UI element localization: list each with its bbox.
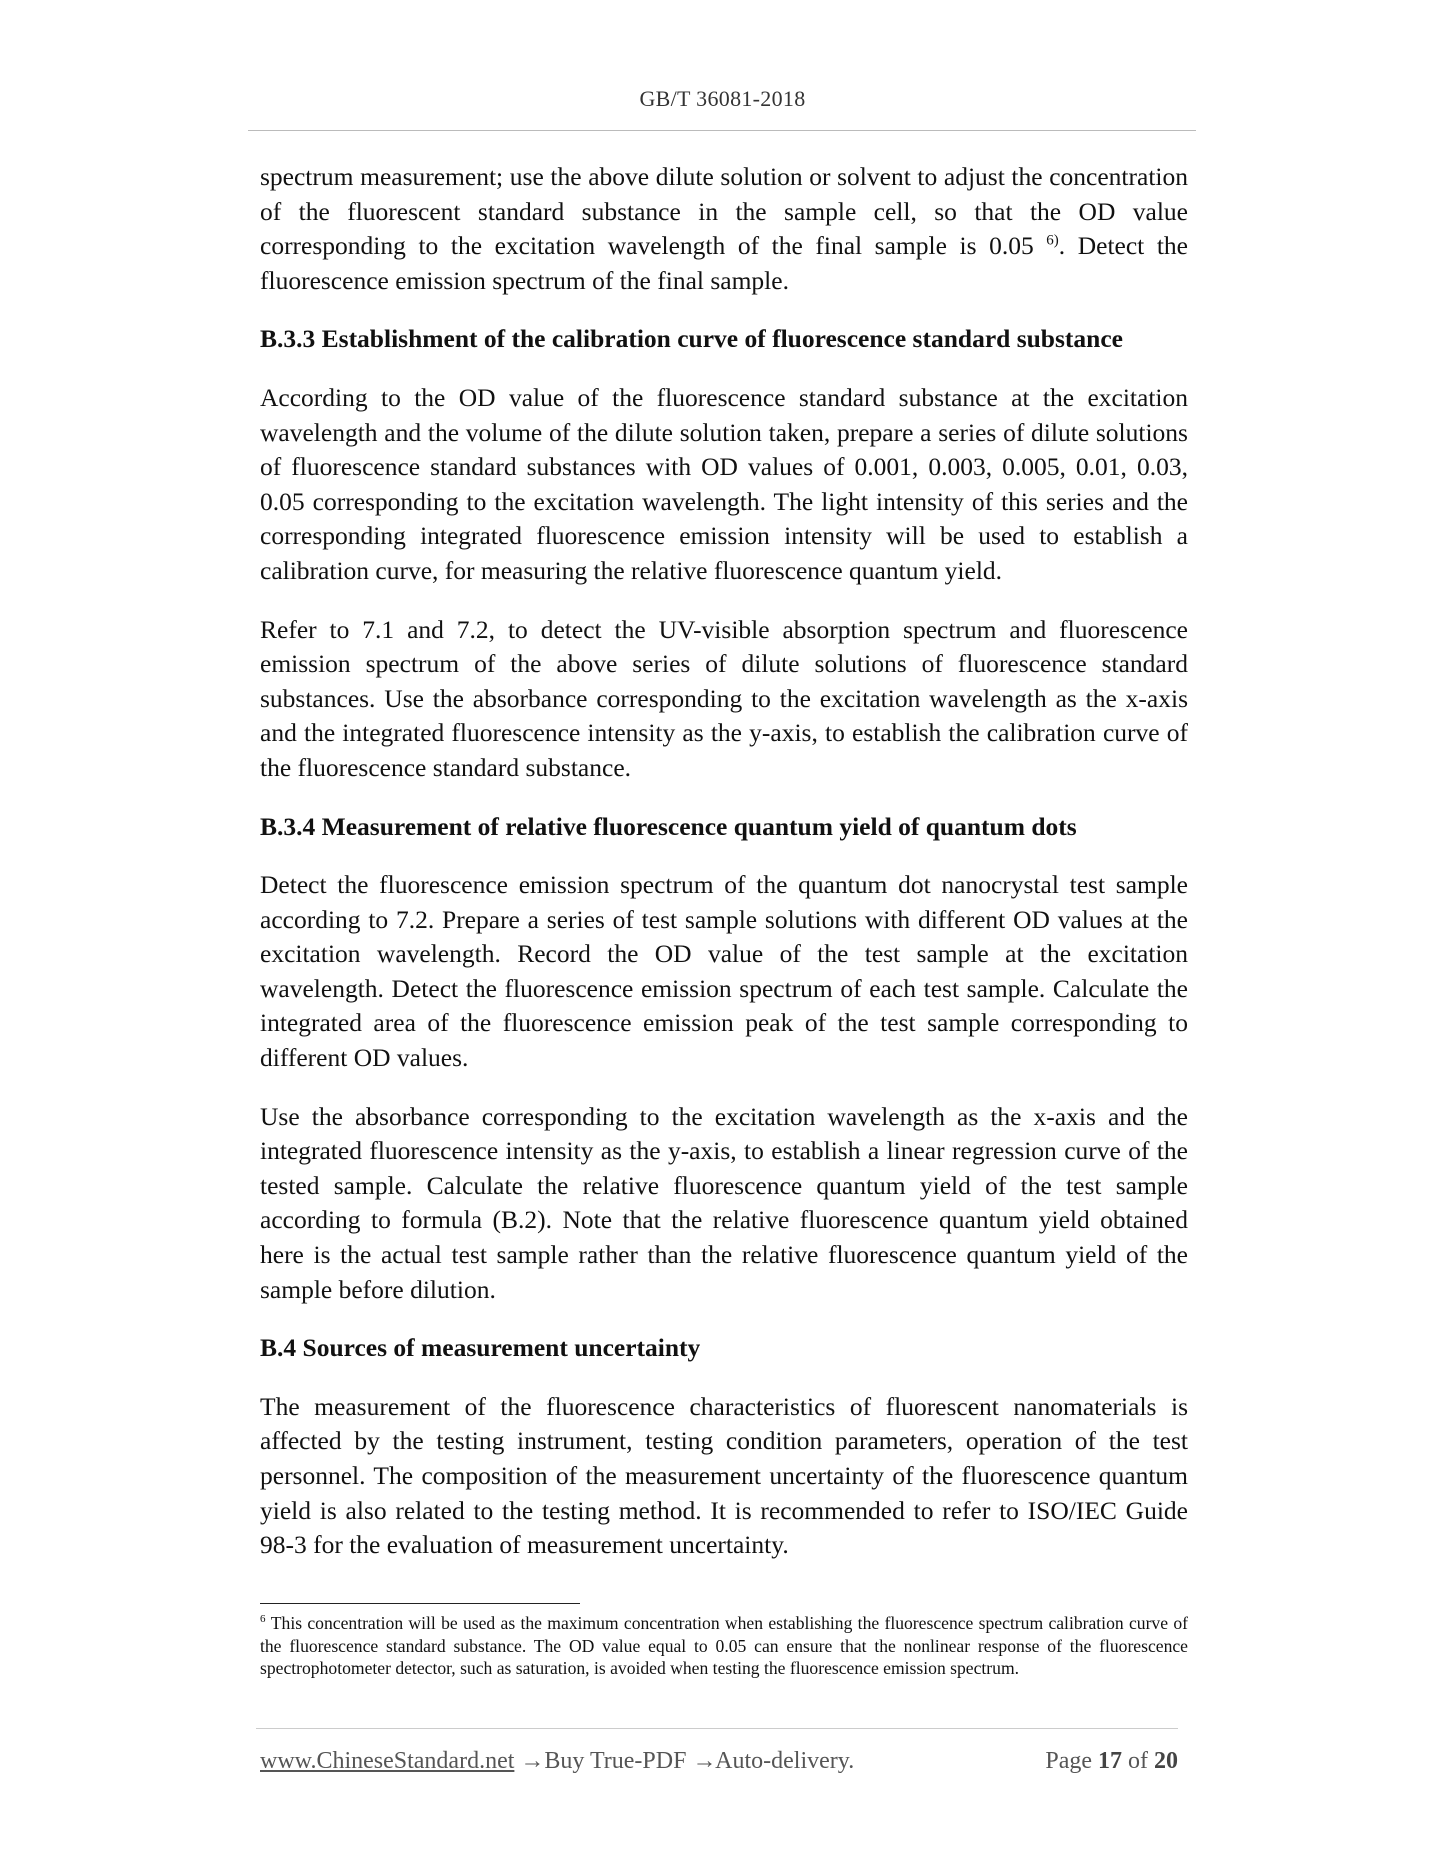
paragraph-quantum-dot-detection: Detect the fluorescence emission spectrum of the quantum dot nanocrystal test sample according to 7.2. Prepare a series of test sample solutions with different OD values at the excitation wavelength. Record the OD value of the test sample at the excitation wavelength. Detect the fluorescence emission spectrum of each test sample. Calculate the integrated area of the fluorescence emission peak of the test sample corresponding to different OD values. xyxy=(260,870,1188,1073)
of-label: of xyxy=(1128,1748,1148,1774)
paragraph-calibration-series: According to the OD value of the fluorescence standard substance at the excitation wavelength and the volume of the dilute solution taken, prepare a series of dilute solutions of fluorescence standard substances with OD values of 0.001, 0.003, 0.005, 0.01, 0.03, 0.05 corresponding to the excitation wavelength. The light intensity of this series and the corresponding integrated fluorescence emission intensity will be used to establish a calibration curve, for measuring the relative fluorescence quantum yield. xyxy=(260,382,1188,585)
paragraph-linear-regression: Use the absorbance corresponding to the excitation wavelength as the x-axis and the integrated fluorescence intensity as the y-axis, to establish a linear regression curve of the tested sample. Calculate the relative fluorescence quantum yield of the test sample according to formula (B.2). Note that the relative fluorescence quantum yield obtained here is the actual test sample rather than the relative fluorescence quantum yield of the sample before dilution. xyxy=(260,1101,1188,1304)
page-header-doc-id: GB/T 36081-2018 xyxy=(639,86,806,111)
paragraph-text: spectrum measurement; use the above dilute solution or solvent to adjust the concentration of the fluorescent standard substance in the sample cell, so that the OD value corresponding to the excitation wavelength of the final sample is 0.05 xyxy=(260,162,1188,261)
section-heading-b33: B.3.3 Establishment of the calibration curve of fluorescence standard substance xyxy=(260,324,1123,354)
arrow-right-icon: → xyxy=(692,1748,717,1774)
paragraph-spectrum-measurement xyxy=(260,160,1188,298)
buy-pdf-text: Buy True-PDF xyxy=(544,1748,687,1774)
paragraph-text: . Detect the fluorescence emission spectrum of the final sample. xyxy=(260,231,1188,295)
footer-promo xyxy=(260,1748,854,1775)
page-label: Page xyxy=(1045,1748,1092,1774)
paragraph-uncertainty: The measurement of the fluorescence characteristics of fluorescent nanomaterials is affected by the testing instrument, testing condition parameters, operation of the test personnel. The composition of the measurement uncertainty of the fluorescence quantum yield is also related to the testing method. It is recommended to refer to ISO/IEC Guide 98-3 for the evaluation of measurement uncertainty. xyxy=(260,1391,1188,1560)
header-divider xyxy=(248,130,1196,131)
auto-delivery-text: Auto-delivery. xyxy=(715,1748,855,1774)
page-body xyxy=(260,160,1188,1587)
section-heading-b4: B.4 Sources of measurement uncertainty xyxy=(260,1333,701,1363)
arrow-right-icon: → xyxy=(520,1748,545,1774)
footnote-text: This concentration will be used as the maximum concentration when establishing the fluorescence spectrum calibration curve of the fluorescence standard substance. The OD value equal to 0.05 can ensure that the nonlinear response of the fluorescence spectrophotometer detector, such as saturation, is avoided when testing the fluorescence emission spectrum. xyxy=(260,1613,1188,1679)
footnote xyxy=(260,1612,1188,1680)
website-link[interactable]: www.ChineseStandard.net xyxy=(260,1748,515,1774)
page-number xyxy=(1045,1748,1178,1775)
total-pages: 20 xyxy=(1154,1748,1178,1774)
footnote-mark: 6 xyxy=(260,1613,266,1626)
footnote-reference[interactable]: 6) xyxy=(1046,232,1059,249)
paragraph-calibration-curve: Refer to 7.1 and 7.2, to detect the UV-visible absorption spectrum and fluorescence emission spectrum of the above series of dilute solutions of fluorescence standard substances. Use the absorbance corresponding to the excitation wavelength as the x-axis and the integrated fluorescence intensity as the y-axis, to establish the calibration curve of the fluorescence standard substance. xyxy=(260,614,1188,782)
footnote-divider xyxy=(260,1603,580,1604)
footer-divider xyxy=(256,1728,1178,1729)
page-footer xyxy=(260,1748,1178,1782)
current-page: 17 xyxy=(1098,1748,1122,1774)
section-heading-b34: B.3.4 Measurement of relative fluorescence quantum yield of quantum dots xyxy=(260,811,1077,841)
